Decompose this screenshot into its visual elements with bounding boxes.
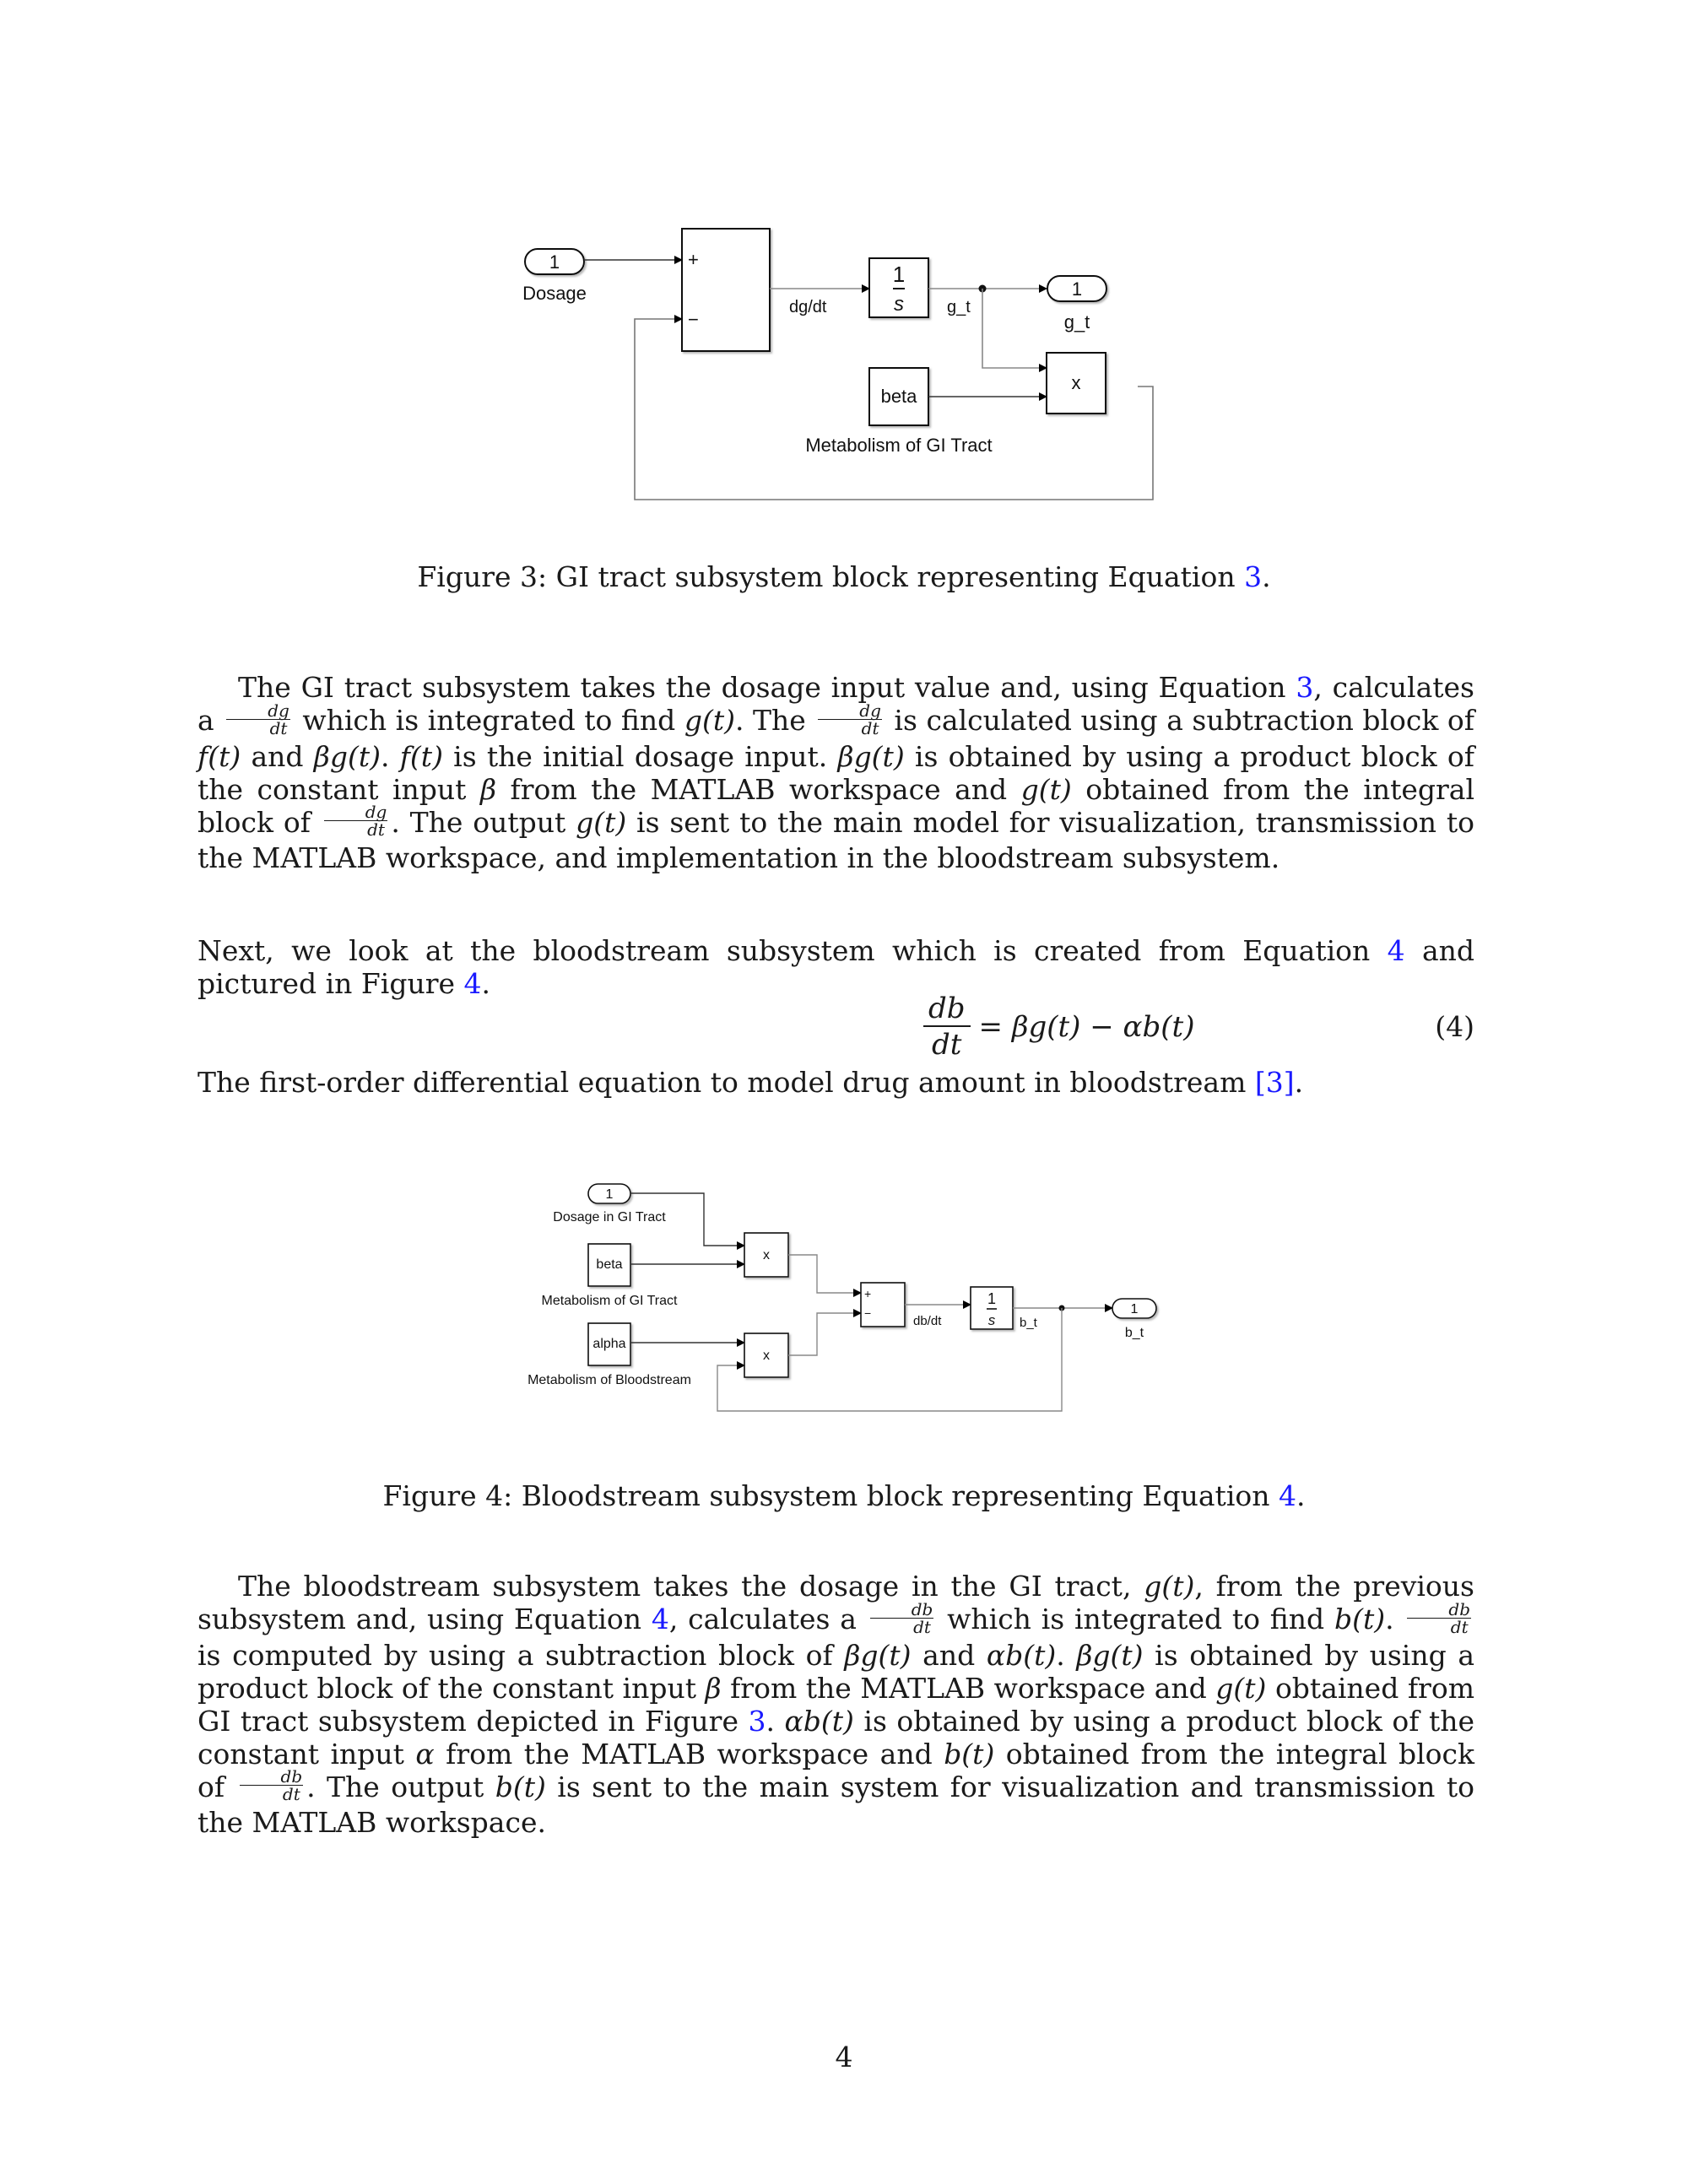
text: . (1294, 1066, 1304, 1099)
signal-label-bt: b_t (1020, 1316, 1037, 1330)
equation-ref-link[interactable]: 4 (651, 1603, 669, 1635)
fraction-db-dt (240, 1768, 304, 1803)
text: . (481, 967, 491, 1000)
frac-num: db (1407, 1601, 1471, 1619)
caption-suffix: . (1296, 1479, 1306, 1512)
frac-den: dt (861, 717, 879, 738)
text: . (1385, 1603, 1404, 1635)
fraction-dg-dt (226, 702, 290, 737)
text: The first-order differential equation to model drug amount in bloodstream (197, 1066, 1255, 1099)
text: and pictured in Figure (197, 934, 1474, 1000)
frac-den: dt (932, 1028, 962, 1062)
sum-sign-minus: − (688, 309, 699, 330)
product-block[interactable] (1047, 353, 1106, 414)
constant-value: beta (596, 1257, 623, 1272)
signal-label-gt: g_t (947, 298, 971, 316)
figure-3-caption (0, 560, 1688, 593)
page-number: 4 (835, 2041, 853, 2073)
text: The GI tract subsystem takes the dosage input value and, using Equation (238, 671, 1296, 704)
math: g(t) (576, 805, 627, 839)
product-symbol: x (1071, 372, 1081, 393)
equation-4 (197, 992, 1474, 1063)
equation-ref-link[interactable]: 3 (1244, 560, 1263, 593)
text: from the MATLAB workspace and (496, 772, 1021, 806)
text: Next, we look at the bloodstream subsystem which is created from Equation (197, 934, 1388, 967)
text: and (241, 739, 314, 773)
sum-block[interactable] (861, 1283, 905, 1327)
frac-num: db (870, 1601, 934, 1619)
text: , calculates a (197, 671, 1474, 737)
math: αb(t) (784, 1704, 854, 1738)
product-symbol: x (763, 1349, 770, 1363)
constant-label: Metabolism of GI Tract (541, 1294, 678, 1308)
math: βg(t) (313, 739, 381, 773)
equation-ref-link[interactable]: 4 (1278, 1479, 1296, 1512)
product-block-alpha[interactable] (744, 1333, 788, 1377)
fraction-dg-dt (324, 803, 388, 838)
figure-4-caption (0, 1479, 1688, 1512)
inport-dosage-gi[interactable] (588, 1184, 630, 1203)
fraction-db-dt (1407, 1598, 1471, 1637)
math: b(t) (495, 1770, 546, 1803)
text: obtained from GI tract subsystem depicted in Figure (197, 1671, 1474, 1738)
constant-beta-block[interactable] (588, 1244, 630, 1286)
outport-gt[interactable] (1047, 276, 1106, 301)
text: . (766, 1704, 785, 1738)
signal-label-dgdt: dg/dt (789, 298, 827, 316)
math: βg(t) (844, 1638, 912, 1672)
equation-body (923, 992, 1194, 1062)
inport-number: 1 (549, 251, 560, 273)
integrator-numerator: 1 (987, 1290, 997, 1307)
signal-label-dbdt: db/dt (913, 1314, 942, 1328)
constant-beta-block[interactable] (869, 368, 928, 425)
paragraph-next (197, 934, 1474, 1000)
signal-line (788, 1255, 861, 1293)
text: . (380, 739, 400, 773)
frac-den: dt (269, 717, 288, 738)
integrator-numerator: 1 (892, 262, 906, 287)
math: g(t) (1144, 1570, 1195, 1603)
text: which is integrated to find (293, 704, 684, 737)
constant-label: Metabolism of GI Tract (805, 435, 993, 456)
text: is sent to the main system for visualization and transmission to the MATLAB workspace. (197, 1770, 1474, 1839)
sum-sign-plus: + (864, 1287, 872, 1300)
text: is obtained by using a product block of the constant input (197, 739, 1474, 806)
frac-num: db (240, 1768, 304, 1786)
inport-number: 1 (605, 1187, 614, 1202)
constant-value: beta (880, 386, 917, 407)
caption-text: Figure 4: Bloodstream subsystem block representing Equation (382, 1479, 1279, 1512)
integrator-denominator: s (987, 1312, 996, 1328)
frac-num: db (923, 992, 971, 1027)
inport-label: Dosage in GI Tract (553, 1210, 666, 1224)
math: β (479, 772, 497, 806)
sum-sign-plus: + (688, 249, 699, 270)
text: which is integrated to find (937, 1603, 1334, 1635)
constant-alpha-block[interactable] (588, 1323, 630, 1365)
integrator-block[interactable] (971, 1287, 1013, 1329)
outport-number: 1 (1071, 278, 1083, 300)
math: β (705, 1671, 722, 1705)
text: is calculated using a subtraction block of (885, 704, 1474, 737)
math: αb(t) (986, 1638, 1057, 1672)
sum-sign-minus: − (864, 1306, 872, 1320)
text: The bloodstream subsystem takes the dosage in the GI tract, (238, 1570, 1144, 1603)
math: f(t) (399, 739, 443, 773)
equation-ref-link[interactable]: 3 (1296, 671, 1314, 704)
figure-ref-link[interactable]: 3 (748, 1704, 766, 1738)
equation-number: (4) (1435, 1010, 1474, 1043)
text: is the initial dosage input. (442, 739, 838, 773)
text: . The output (391, 805, 576, 839)
inport-dosage[interactable] (525, 249, 584, 274)
math: b(t) (1334, 1603, 1386, 1635)
math: g(t) (1020, 772, 1072, 806)
outport-bt[interactable] (1112, 1299, 1156, 1318)
frac-den: dt (367, 819, 385, 840)
equation-ref-link[interactable]: 4 (1387, 934, 1405, 967)
frac-den: dt (282, 1784, 300, 1804)
signal-line (788, 1313, 861, 1355)
outport-number: 1 (1130, 1302, 1139, 1316)
text: is sent to the main model for visualization, transmission to the MATLAB workspace, and implementation in the bloodstream subsystem. (197, 805, 1474, 874)
outport-label: b_t (1124, 1326, 1144, 1340)
outport-label: g_t (1063, 311, 1090, 332)
text: . (1056, 1638, 1077, 1672)
citation-link[interactable]: [3] (1254, 1066, 1295, 1099)
text: from the MATLAB workspace and (721, 1671, 1216, 1705)
text: obtained from the integral block of (197, 772, 1475, 839)
text: obtained from the integral block of (197, 1737, 1475, 1803)
frac-den: dt (1450, 1616, 1469, 1637)
signal-line (982, 289, 1047, 368)
text: , from the previous subsystem and, using Equation (197, 1570, 1474, 1635)
text: from the MATLAB workspace and (434, 1737, 944, 1770)
figure-3-diagram (0, 0, 1688, 540)
text: , calculates a (668, 1603, 867, 1635)
inport-label: Dosage (522, 283, 587, 304)
equation-rhs: = βg(t) − αb(t) (978, 1010, 1195, 1044)
integrator-block[interactable] (869, 258, 928, 317)
math: b(t) (944, 1737, 995, 1770)
fraction-db-dt (870, 1598, 934, 1637)
constant-value: alpha (592, 1337, 626, 1351)
paragraph-gi-tract (197, 671, 1474, 874)
fraction-db-dt (923, 992, 971, 1062)
fraction-dg-dt (818, 702, 882, 737)
constant-label: Metabolism of Bloodstream (528, 1373, 691, 1387)
text: and (911, 1638, 987, 1672)
math: f(t) (197, 739, 241, 773)
text: . The (734, 704, 815, 737)
frac-num: dg (226, 702, 290, 720)
math: g(t) (684, 704, 735, 737)
frac-den: dt (913, 1616, 931, 1637)
caption-text: Figure 3: GI tract subsystem block representing Equation (417, 560, 1245, 593)
text: . The output (306, 1770, 495, 1803)
caption-suffix: . (1262, 560, 1271, 593)
math: βg(t) (837, 739, 905, 773)
product-block-beta[interactable] (744, 1233, 788, 1277)
figure-ref-link[interactable]: 4 (463, 967, 482, 1000)
figure-4-diagram (0, 1165, 1688, 1426)
frac-num: dg (818, 702, 882, 720)
text: is obtained by using a product block of the constant input (197, 1704, 1474, 1770)
math: g(t) (1215, 1671, 1267, 1705)
math: α (415, 1737, 435, 1770)
text: is obtained by using a product block of the constant input (197, 1638, 1475, 1705)
frac-num: dg (324, 803, 388, 821)
equation-note (197, 1066, 1474, 1099)
sum-block[interactable] (682, 229, 770, 351)
text: is computed by using a subtraction block of (197, 1638, 845, 1672)
math: βg(t) (1076, 1638, 1144, 1672)
integrator-denominator: s (894, 293, 904, 316)
paragraph-bloodstream (197, 1570, 1474, 1839)
product-symbol: x (763, 1248, 770, 1262)
